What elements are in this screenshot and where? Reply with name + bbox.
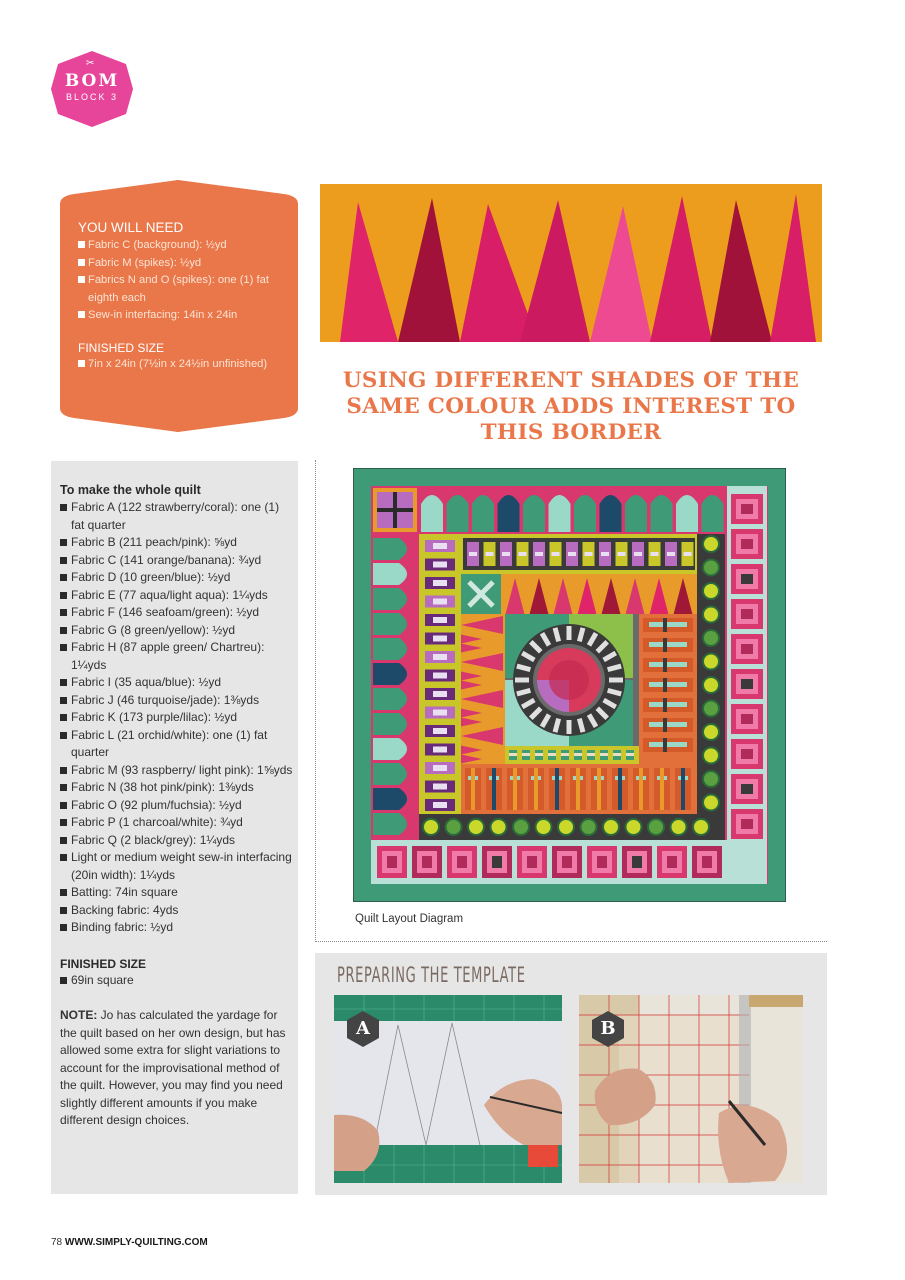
whole-quilt-heading: To make the whole quilt [60,483,201,497]
fabric-list-item: Fabric N (38 hot pink/pink): 1⅜yds [60,779,295,797]
preparing-template-panel [315,953,827,1195]
fabric-list-item: Fabric L (21 orchid/white): one (1) fat quarter [60,727,295,762]
scissors-icon: ✂ [86,58,95,69]
fabric-list-item: Fabric F (146 seafoam/green): ½yd [60,604,295,622]
fabric-list-item: Fabric P (1 charcoal/white): ¾yd [60,814,295,832]
fabric-list-item: Light or medium weight sew-in interfacing (20in width): 1¼yds [60,849,295,884]
note-paragraph: NOTE: Jo has calculated the yardage for the quilt based on her own design, but has allowed some extra for slight variations to account for the improvisational method of the quilt. However, you may find you need slightly different amounts if you make different design choices. [60,1008,286,1127]
finished-size-title: FINISHED SIZE [60,956,147,971]
whole-quilt-panel [51,461,298,1194]
you-will-need-box [60,180,298,432]
fabric-list-item: Fabric H (87 apple green/ Chartreu): 1¼yds [60,639,295,674]
need-item: Fabric C (background): ½yd [78,237,288,255]
page-number: 78 [51,1237,63,1248]
badge-subtitle: BLOCK 3 [65,92,119,102]
dotted-divider [315,460,316,942]
fabric-list-item: Fabric E (77 aqua/light aqua): 1¼yds [60,587,295,605]
photo-b-label: B [589,1010,627,1048]
website-link[interactable]: WWW.SIMPLY-QUILTING.COM [64,1237,208,1248]
need-item: Fabric M (spikes): ½yd [78,255,288,273]
finished-size-title: FINISHED SIZE [78,340,165,355]
you-will-need-title: YOU WILL NEED [78,220,184,235]
dotted-divider [315,941,827,942]
spiked-border-photo [320,182,822,344]
badge-title: BOM [64,71,120,91]
fabric-list [60,499,295,937]
headline: USING DIFFERENT SHADES OF THE SAME COLOUR ADDS INTEREST TO THIS BORDER [342,368,800,445]
fabric-list-item: Fabric O (92 plum/fuchsia): ½yd [60,797,295,815]
need-item: Fabrics N and O (spikes): one (1) fat eighth each [78,272,288,307]
need-item: Sew-in interfacing: 14in x 24in [78,307,288,325]
fabric-list-item: Fabric B (211 peach/pink): ⅝yd [60,534,295,552]
fabric-list-item: Fabric M (93 raspberry/ light pink): 1⅝yds [60,762,295,780]
fabric-list-item: Binding fabric: ½yd [60,919,295,937]
fabric-list-item: Fabric A (122 strawberry/coral): one (1) fat quarter [60,499,295,534]
fabric-list-item: Fabric I (35 aqua/blue): ½yd [60,674,295,692]
preparing-template-title: PREPARING THE TEMPLATE [337,963,526,987]
fabric-list-item: Backing fabric: 4yds [60,902,295,920]
fabric-list-item: Batting: 74in square [60,884,295,902]
fabric-list-item: Fabric K (173 purple/lilac): ½yd [60,709,295,727]
bom-block-badge [50,50,134,128]
fabric-list-item: Fabric Q (2 black/grey): 1¼yds [60,832,295,850]
fabric-list-item: Fabric D (10 green/blue): ½yd [60,569,295,587]
page-footer [51,1237,208,1248]
photo-a-label: A [344,1010,382,1048]
finished-size-item: 69in square [60,972,295,990]
finished-size-item: 7in x 24in (7½in x 24½in unfinished) [78,356,288,374]
fabric-list-item: Fabric C (141 orange/banana): ¾yd [60,552,295,570]
fabric-list-item: Fabric J (46 turquoise/jade): 1⅜yds [60,692,295,710]
fabric-list-item: Fabric G (8 green/yellow): ½yd [60,622,295,640]
quilt-diagram-caption: Quilt Layout Diagram [355,913,464,925]
quilt-layout-diagram [353,468,786,902]
